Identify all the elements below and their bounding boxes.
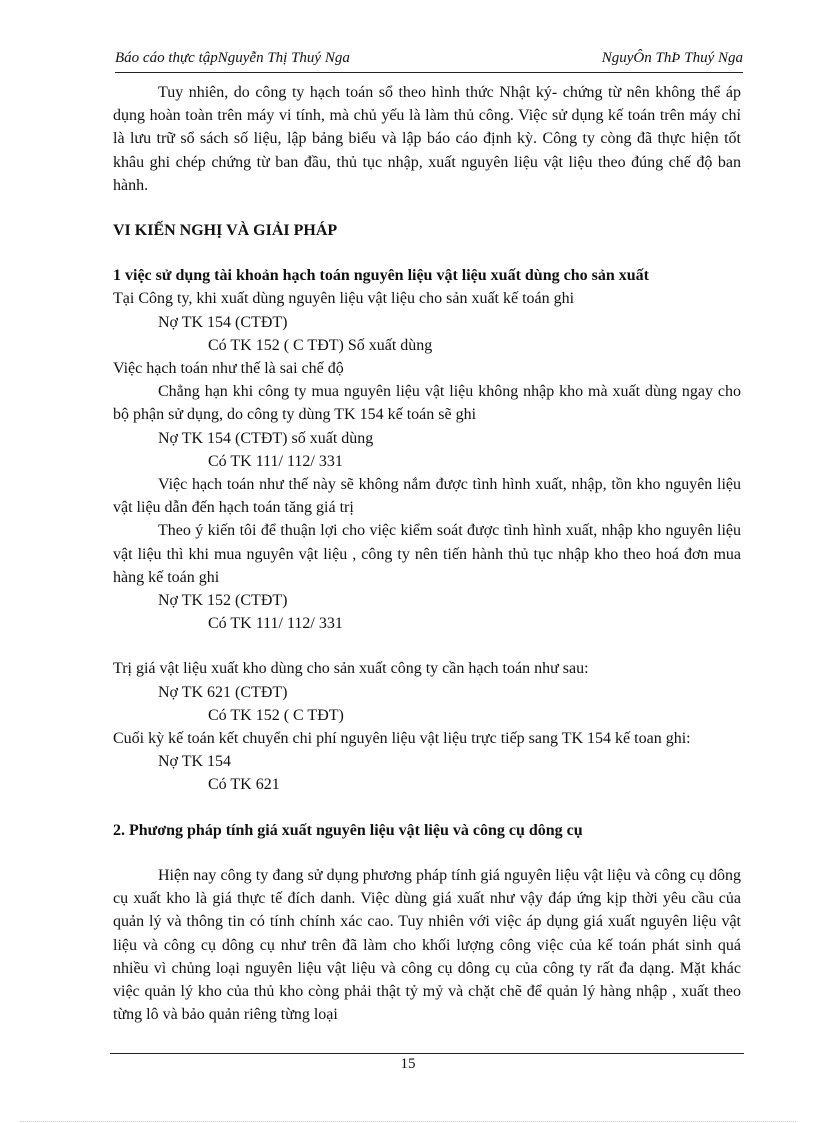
page-bottom-border xyxy=(20,1121,796,1122)
text-line: Tại Công ty, khi xuất dùng nguyên liệu vật liệu cho sản xuất kế toán ghi xyxy=(113,290,575,308)
journal-credit: Có TK 152 ( C TĐT) xyxy=(208,706,344,724)
text-line: Trị giá vật liệu xuất kho dùng cho sản xuất công ty cần hạch toán như sau: xyxy=(113,660,589,678)
journal-debit: Nợ TK 154 (CTĐT) xyxy=(158,313,288,331)
subsection-2-title: 2. Phương pháp tính giá xuất nguyên liệu vật liệu và công cụ dông cụ xyxy=(113,821,583,839)
journal-debit: Nợ TK 152 (CTĐT) xyxy=(158,592,288,610)
paragraph: Việc hạch toán như thế này sẽ không nắm được tình hình xuất, nhập, tồn kho nguyên liệu vật liệu dẫn đến hạch toán tăng giá trị xyxy=(113,476,741,517)
journal-credit: Có TK 621 xyxy=(208,776,280,794)
page-number: 15 xyxy=(400,1056,416,1072)
paragraph: Theo ý kiến tôi để thuận lợi cho việc kiểm soát được tình hình xuất, nhập kho nguyên liệu vật liệu thì khi mua nguyên vật liệu , công ty nên tiến hành thủ tục nhập kho theo hoá đơn mua hàng kế toán ghi xyxy=(113,522,741,586)
journal-credit: Có TK 111/ 112/ 331 xyxy=(208,615,343,633)
journal-debit: Nợ TK 154 xyxy=(158,753,232,771)
journal-debit: Nợ TK 621 (CTĐT) xyxy=(158,683,288,701)
page-body xyxy=(113,81,741,1026)
footer-divider xyxy=(110,1053,744,1054)
paragraph: Chẳng hạn khi công ty mua nguyên liệu vật liệu không nhập kho mà xuất dùng ngay cho bộ phận sử dụng, do công ty dùng TK 154 kế toán sẽ ghi xyxy=(113,383,741,424)
subsection-1-title: 1 việc sử dụng tài khoản hạch toán nguyên liệu vật liệu xuất dùng cho sản xuất xyxy=(113,267,649,285)
header-right-text: NguyÔn ThÞ Thuý Nga xyxy=(601,50,743,66)
paragraph: Cuối kỳ kế toán kết chuyển chi phí nguyên liệu vật liệu trực tiếp sang TK 154 kế toan ghi: xyxy=(113,730,691,748)
page-header xyxy=(115,50,743,73)
journal-credit: Có TK 152 ( C TĐT) Số xuất dùng xyxy=(208,336,433,354)
journal-credit: Có TK 111/ 112/ 331 xyxy=(208,452,343,470)
header-left-text: Báo cáo thực tậpNguyễn Thị Thuý Nga xyxy=(115,50,350,66)
text-line: Việc hạch toán như thế là sai chế độ xyxy=(113,360,344,378)
section-title: VI KIẾN NGHỊ VÀ GIẢI PHÁP xyxy=(113,222,338,240)
intro-paragraph: Tuy nhiên, do công ty hạch toán sổ theo hình thức Nhật ký- chứng từ nên không thể áp dụng hoàn toàn trên máy vi tính, mà chủ yếu là làm thủ công. Việc sử dụng kế toán trên máy chỉ là lưu trữ sổ sách số liệu, lập bảng biểu và lập báo cáo định kỳ. Công ty còng đã thực hiện tốt khâu ghi chép chứng từ ban đầu, thủ tục nhập, xuất nguyên liệu vật liệu theo đúng chế độ ban hành. xyxy=(113,84,741,194)
journal-debit: Nợ TK 154 (CTĐT) số xuất dùng xyxy=(158,429,374,447)
paragraph: Hiện nay công ty đang sử dụng phương pháp tính giá nguyên liệu vật liệu và công cụ dông cụ xuất kho là giá thực tế đích danh. Việc dùng giá xuất như vậy đáp ứng kịp thời yêu cầu của quản lý và thông tin có tính chính xác cao. Tuy nhiên với việc áp dụng giá xuất nguyên liệu vật liệu và công cụ dông cụ như trên đã làm cho khối lượng công việc của kế toán phát sinh quá nhiều vì chủng loại nguyên liệu vật liệu và công cụ dông cụ của công ty rất đa dạng. Mặt khác việc quản lý kho của thủ kho còng phải thật tỷ mỷ và chặt chẽ để quản lý hàng nhập , xuất theo từng lô và bảo quản riêng từng loại xyxy=(113,866,741,1024)
